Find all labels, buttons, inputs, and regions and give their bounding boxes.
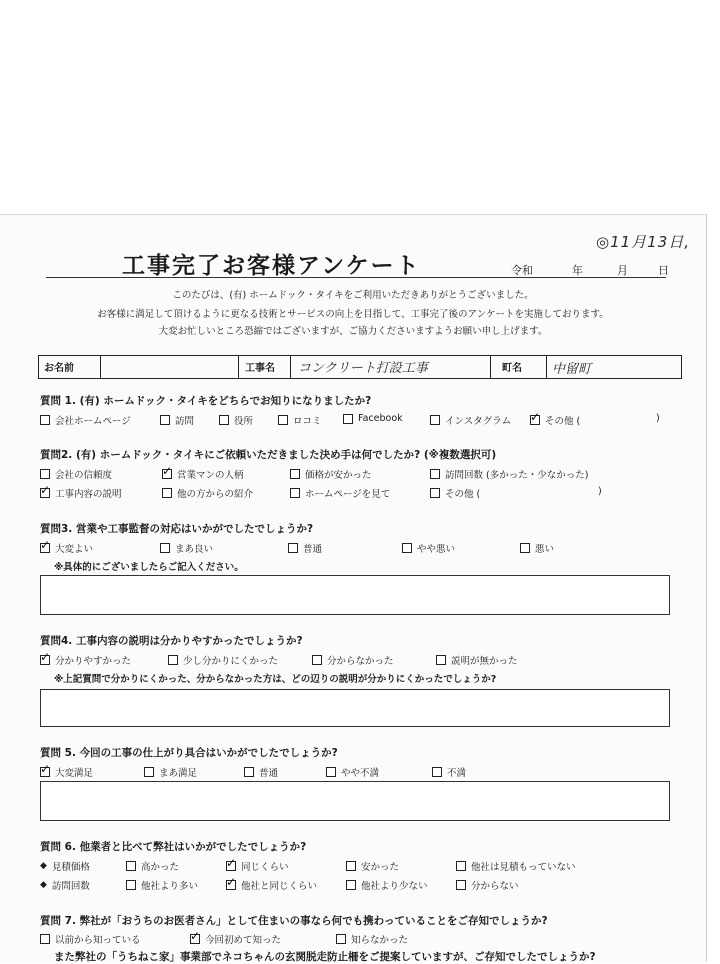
option-label: その他 ( [545, 416, 581, 427]
checkbox[interactable] [346, 880, 356, 890]
q2-option[interactable] [40, 486, 122, 500]
checkbox[interactable] [436, 655, 446, 665]
checkbox[interactable] [126, 880, 136, 890]
q3-question: 質問3. 営業や工事監督の対応はいかがでしたでしょうか? [40, 523, 314, 535]
option-label: 分かりやすかった [55, 656, 132, 667]
date-year: 年 [572, 264, 583, 277]
info-divider [490, 355, 491, 379]
q4-option[interactable] [168, 653, 278, 667]
info-divider [546, 355, 547, 379]
q5-option[interactable] [40, 765, 93, 779]
checkbox-checked[interactable] [226, 880, 236, 890]
q6-option[interactable] [226, 878, 317, 892]
option-label: 分からない [471, 881, 519, 892]
option-label: まあ良い [175, 544, 214, 555]
checkbox-checked[interactable] [40, 488, 50, 498]
q2-option[interactable] [162, 467, 244, 481]
option-label: Facebook [358, 413, 403, 424]
q6-option[interactable] [346, 878, 428, 892]
option-label: 不満 [447, 768, 467, 779]
checkbox[interactable] [40, 934, 50, 944]
option-label: 説明が無かった [451, 656, 518, 667]
option-label: 少し分かりにくかった [183, 656, 279, 667]
info-divider [100, 355, 101, 379]
option-label: 役所 [234, 416, 254, 427]
q6-option[interactable] [226, 859, 289, 873]
q7-option[interactable] [190, 932, 281, 946]
q5-option[interactable] [244, 765, 278, 779]
q3-comment-box[interactable] [40, 575, 670, 615]
checkbox-checked[interactable] [530, 415, 540, 425]
q6-option[interactable] [456, 878, 519, 892]
work-field[interactable]: コンクリート打設工事 [298, 361, 428, 376]
checkbox-checked[interactable] [190, 934, 200, 944]
handwritten-date: ◎11月13日, [596, 233, 691, 251]
page-title: 工事完了お客様アンケート [122, 253, 421, 279]
q4-option[interactable] [40, 653, 131, 667]
row-label: 訪問回数 [51, 881, 90, 892]
q6-option[interactable] [126, 859, 179, 873]
q1-other-close: ) [656, 413, 660, 424]
checkbox[interactable] [326, 767, 336, 777]
q4-note: ※上記質問で分かりにくかった、分からなかった方は、どの辺りの説明が分かりにくかったでしょうか? [54, 674, 497, 685]
q5-option[interactable] [326, 765, 379, 779]
option-label: その他 ( [445, 489, 481, 500]
q2-option-other[interactable] [430, 486, 480, 500]
checkbox[interactable] [162, 488, 172, 498]
q2-option[interactable] [40, 467, 112, 481]
diamond-icon: ◆ [40, 861, 47, 871]
checkbox[interactable] [244, 767, 254, 777]
q6-option[interactable] [456, 859, 576, 873]
checkbox[interactable] [278, 415, 288, 425]
date-era: 令和 [511, 264, 533, 277]
intro-line-3: 大変お忙しいところ恐縮ではございますが、ご協力くださいますようお願い申し上げます。 [158, 326, 548, 337]
work-label: 工事名 [245, 363, 275, 374]
checkbox-checked[interactable] [162, 469, 172, 479]
checkbox[interactable] [312, 655, 322, 665]
checkbox[interactable] [288, 543, 298, 553]
q1-option[interactable] [430, 413, 511, 427]
checkbox[interactable] [168, 655, 178, 665]
checkbox-checked[interactable] [40, 767, 50, 777]
checkbox[interactable] [343, 414, 353, 424]
checkbox[interactable] [219, 415, 229, 425]
checkbox[interactable] [290, 469, 300, 479]
option-label: 工事内容の説明 [55, 489, 122, 500]
row-label: 見積価格 [51, 862, 90, 873]
q4-option[interactable] [436, 653, 518, 667]
date-month: 月 [617, 264, 628, 277]
intro-line-2: お客様に満足して頂けるように更なる技術とサービスの向上を目指して、工事完了後のアンケートを実施しております。 [97, 309, 609, 320]
checkbox-checked[interactable] [40, 543, 50, 553]
q1-option[interactable] [40, 413, 131, 427]
q4-question: 質問4. 工事内容の説明は分かりやすかったでしょうか? [40, 635, 303, 647]
q1-question: 質問 1. (有) ホームドック・タイキをどちらでお知りになりましたか? [40, 395, 372, 407]
option-label: 他社と同じくらい [241, 881, 318, 892]
option-label: 訪問回数 (多かった・少なかった) [445, 470, 589, 481]
checkbox[interactable] [430, 469, 440, 479]
option-label: 会社の信頼度 [55, 470, 113, 481]
option-label: 高かった [141, 862, 180, 873]
q7-option[interactable] [336, 932, 408, 946]
q7-question: 質問 7. 弊社が「おうちのお医者さん」として住まいの事なら何でも携わっていることをご存知でしょうか? [40, 915, 548, 927]
q3-option[interactable] [520, 541, 554, 555]
option-label: ホームページを見て [305, 489, 391, 500]
town-label: 町名 [502, 363, 522, 374]
checkbox[interactable] [290, 488, 300, 498]
name-label: お名前 [44, 363, 74, 374]
option-label: 以前から知っている [55, 935, 141, 946]
q3-option[interactable] [40, 541, 93, 555]
option-label: インスタグラム [445, 416, 512, 427]
q6-option[interactable] [346, 859, 399, 873]
q3-option[interactable] [288, 541, 322, 555]
option-label: 営業マンの人柄 [177, 470, 244, 481]
q6-row-label [40, 859, 90, 873]
option-label: 大変よい [55, 544, 94, 555]
checkbox[interactable] [40, 415, 50, 425]
name-field[interactable] [104, 356, 234, 378]
q2-option[interactable] [162, 486, 253, 500]
option-label: 他社は見積もっていない [471, 862, 576, 873]
checkbox[interactable] [456, 880, 466, 890]
q1-option[interactable] [219, 413, 253, 427]
checkbox-checked[interactable] [40, 655, 50, 665]
q1-option[interactable] [343, 413, 403, 424]
checkbox[interactable] [432, 767, 442, 777]
q6-row-label [40, 878, 90, 892]
option-label: 分からなかった [327, 656, 394, 667]
checkbox[interactable] [144, 767, 154, 777]
option-label: 普通 [303, 544, 323, 555]
q5-question: 質問 5. 今回の工事の仕上がり具合はいかがでしたでしょうか? [40, 747, 338, 759]
q1-option[interactable] [278, 413, 322, 427]
q3-option[interactable] [160, 541, 213, 555]
q7-followup: また弊社の「うちねこ家」事業部でネコちゃんの玄関脱走防止柵をご提案していますが、ご存知でしたでしょうか? [54, 951, 596, 963]
option-label: 大変満足 [55, 768, 94, 779]
checkbox[interactable] [430, 415, 440, 425]
q2-option[interactable] [290, 486, 390, 500]
q2-question: 質問2. (有) ホームドック・タイキにご依頼いただきました決め手は何でしたか? (※複数選択可) [40, 449, 497, 461]
option-label: 今回初めて知った [205, 935, 282, 946]
option-label: 会社ホームページ [55, 416, 131, 427]
option-label: やや不満 [341, 768, 380, 779]
q1-option[interactable] [160, 413, 194, 427]
checkbox-checked[interactable] [226, 861, 236, 871]
checkbox[interactable] [520, 543, 530, 553]
option-label: 他の方からの紹介 [177, 489, 254, 500]
q3-note: ※具体的にございましたらご記入ください。 [54, 562, 244, 573]
q6-question: 質問 6. 他業者と比べて弊社はいかがでしたでしょうか? [40, 841, 307, 853]
date-day: 日 [658, 264, 669, 277]
option-label: ロコミ [293, 416, 322, 427]
info-divider [290, 355, 291, 379]
q5-comment-box[interactable] [40, 781, 670, 821]
option-label: 訪問 [175, 416, 195, 427]
q7-option[interactable] [40, 932, 141, 946]
q2-other-close: ) [598, 486, 602, 497]
option-label: やや悪い [417, 544, 456, 555]
option-label: 他社より多い [141, 881, 199, 892]
option-label: まあ満足 [159, 768, 198, 779]
option-label: 知らなかった [351, 935, 409, 946]
q2-option[interactable] [290, 467, 372, 481]
q1-option-other[interactable] [530, 413, 580, 427]
q5-option[interactable] [432, 765, 466, 779]
q3-option[interactable] [402, 541, 455, 555]
option-label: 他社より少ない [361, 881, 428, 892]
checkbox[interactable] [40, 469, 50, 479]
option-label: 普通 [259, 768, 279, 779]
info-divider [238, 355, 239, 379]
checkbox[interactable] [456, 861, 466, 871]
option-label: 悪い [535, 544, 555, 555]
diamond-icon: ◆ [40, 880, 47, 890]
checkbox[interactable] [346, 861, 356, 871]
checkbox[interactable] [402, 543, 412, 553]
option-label: 同じくらい [241, 862, 289, 873]
q4-comment-box[interactable] [40, 689, 670, 727]
checkbox[interactable] [126, 861, 136, 871]
intro-line-1: このたびは、(有) ホームドック・タイキをご利用いただきありがとうございました。 [172, 290, 534, 301]
option-label: 価格が安かった [305, 470, 372, 481]
q6-option[interactable] [126, 878, 198, 892]
checkbox[interactable] [160, 543, 170, 553]
q5-option[interactable] [144, 765, 197, 779]
option-label: 安かった [361, 862, 400, 873]
survey-sheet [0, 214, 707, 961]
checkbox[interactable] [336, 934, 346, 944]
town-field[interactable]: 中留町 [552, 362, 592, 377]
q4-option[interactable] [312, 653, 394, 667]
q2-option[interactable] [430, 467, 588, 481]
checkbox[interactable] [430, 488, 440, 498]
checkbox[interactable] [160, 415, 170, 425]
